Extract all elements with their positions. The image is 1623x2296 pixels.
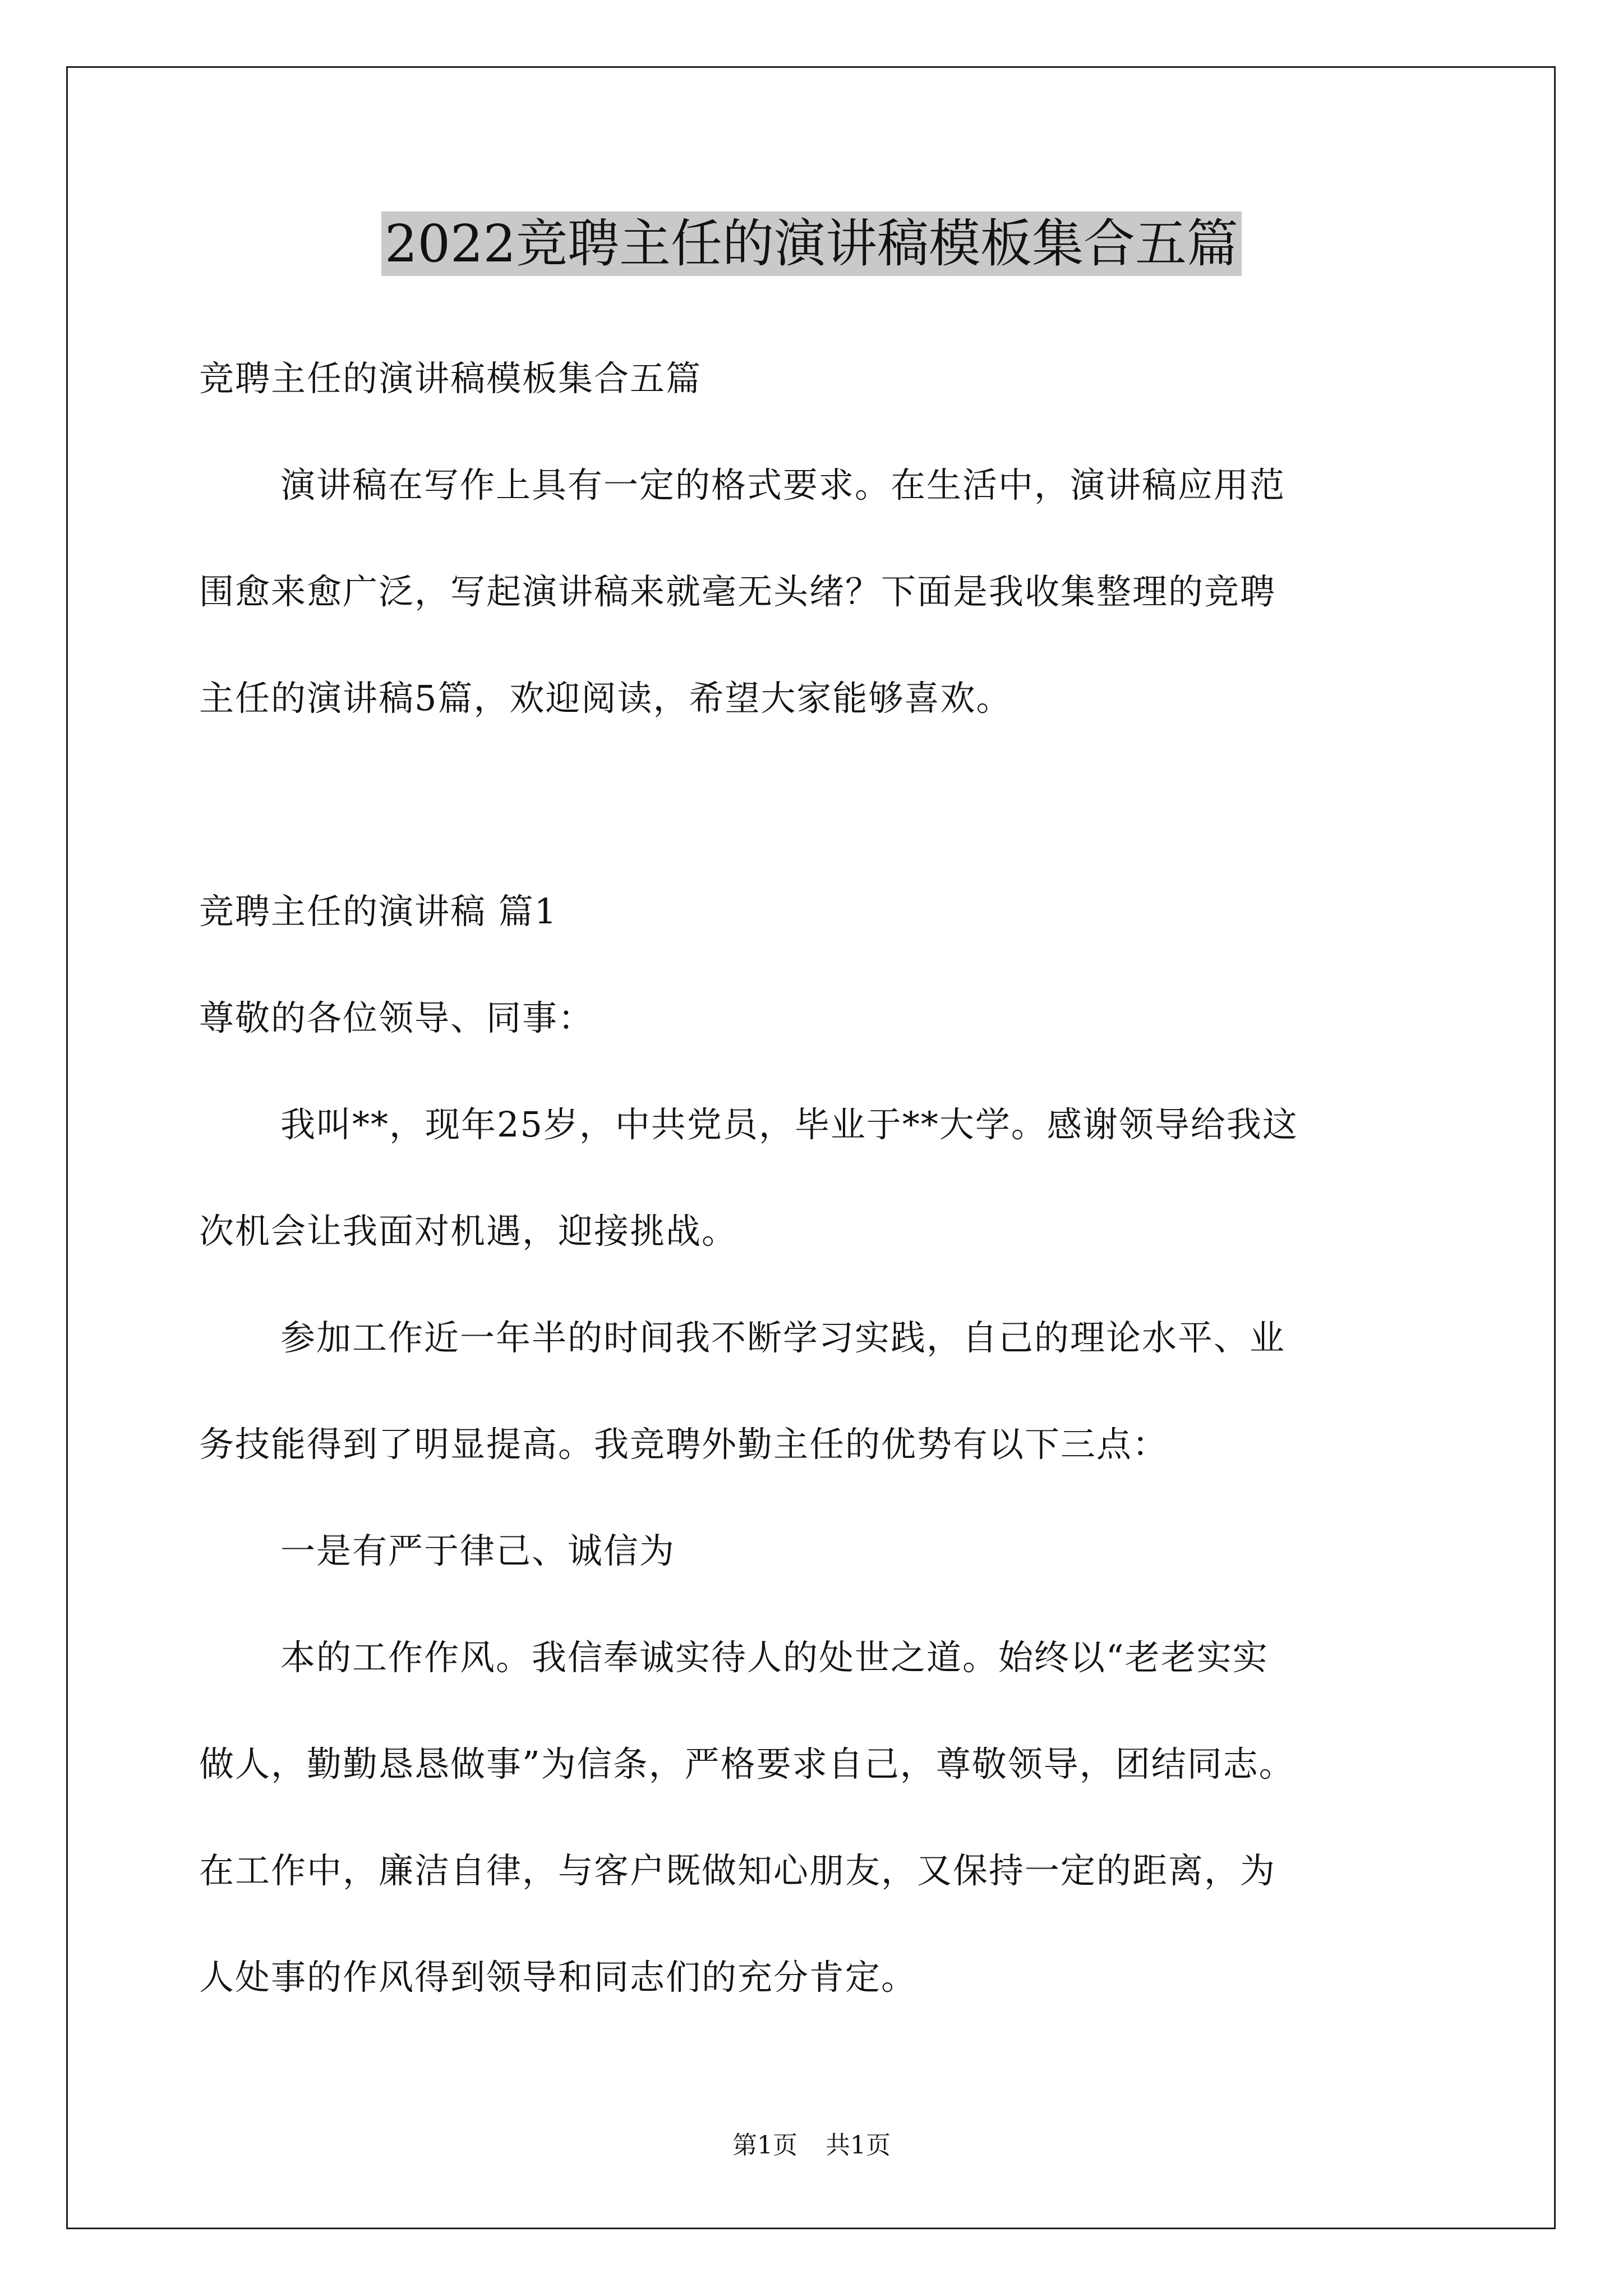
body-line-2: 次机会让我面对机遇，迎接挑战。 [199,1211,738,1251]
body-line-8: 在工作中，廉洁自律，与客户既做知心朋友，又保持一定的距离，为 [199,1850,1276,1891]
page-number: 第1页 [732,2131,797,2160]
body-line-9: 人处事的作风得到领导和同志们的充分肯定。 [199,1957,917,1998]
page-total: 共1页 [826,2131,891,2160]
body-line-4: 务技能得到了明显提高。我竞聘外勤主任的优势有以下三点： [199,1424,1169,1465]
intro-line-3: 主任的演讲稿5篇，欢迎阅读，希望大家能够喜欢。 [199,678,1012,719]
intro-line-2: 围愈来愈广泛，写起演讲稿来就毫无头绪？下面是我收集整理的竞聘 [199,571,1276,612]
document-subtitle: 竞聘主任的演讲稿模板集合五篇 [199,358,702,399]
body-line-5: 一是有严于律己、诚信为 [280,1530,676,1571]
body-line-7: 做人，勤勤恳恳做事”为信条，严格要求自己，尊敬领导，团结同志。 [199,1743,1295,1784]
body-line-3: 参加工作近一年半的时间我不断学习实践，自己的理论水平、业 [280,1317,1286,1358]
document-title-text: 2022竞聘主任的演讲稿模板集合五篇 [381,211,1242,276]
salutation: 尊敬的各位领导、同事： [199,997,594,1038]
body-line-1: 我叫**，现年25岁，中共党员，毕业于**大学。感谢领导给我这 [280,1104,1298,1145]
document-title [0,208,1623,280]
body-line-6: 本的工作作风。我信奉诚实待人的处世之道。始终以“老老实实 [280,1637,1269,1678]
intro-line-1: 演讲稿在写作上具有一定的格式要求。在生活中，演讲稿应用范 [280,464,1286,505]
section-heading-1: 竞聘主任的演讲稿 篇1 [199,891,558,932]
page-footer [0,2129,1623,2162]
